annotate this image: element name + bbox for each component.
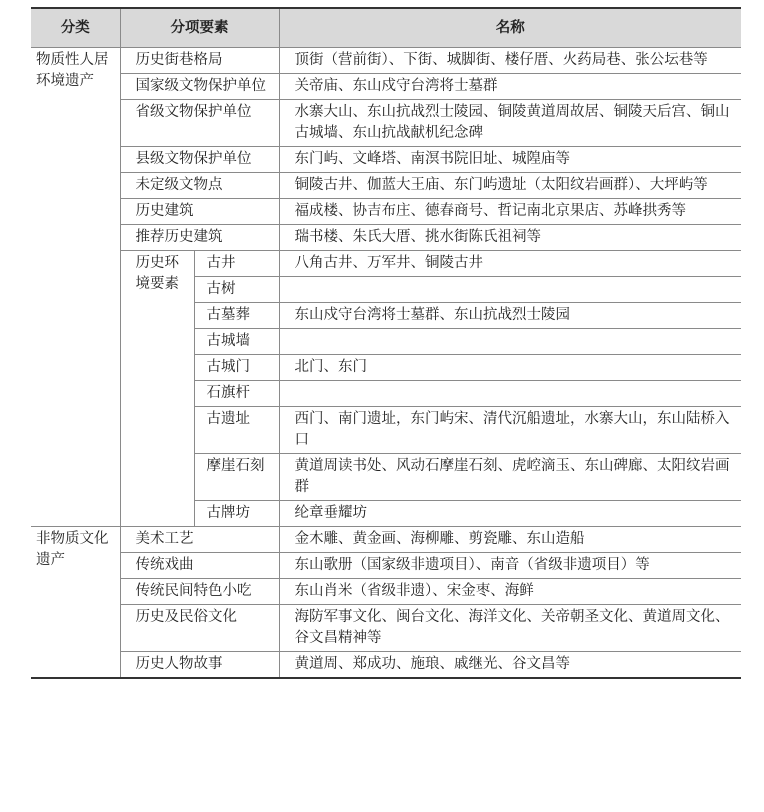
sub-element: 传统民间特色小吃: [120, 579, 279, 605]
sub-element: 美术工艺: [120, 527, 279, 553]
names-cell: 福成楼、协吉布庄、德春商号、哲记南北京果店、苏峰拱秀等: [279, 199, 741, 225]
names-cell: 东山戍守台湾将士墓群、东山抗战烈士陵园: [279, 303, 741, 329]
table-row: [31, 225, 741, 251]
names-cell: [279, 329, 741, 355]
table-row: [31, 579, 741, 605]
category-material: 物质性人居环境遗产: [31, 48, 120, 527]
names-cell: 东山肖米（省级非遗）、宋金枣、海鲜: [279, 579, 741, 605]
table-row: [31, 100, 741, 147]
env-sub-element: 古城门: [194, 355, 279, 381]
header-category: 分类: [31, 8, 120, 48]
names-cell: 水寨大山、东山抗战烈士陵园、铜陵黄道周故居、铜陵天后宫、铜山古城墙、东山抗战献机纪念碑: [279, 100, 741, 147]
names-cell: 八角古井、万军井、铜陵古井: [279, 251, 741, 277]
env-sub-element: 古牌坊: [194, 501, 279, 527]
names-cell: 西门、南门遗址，东门屿宋、清代沉船遗址，水寨大山，东山陆桥入口: [279, 407, 741, 454]
header-name: 名称: [279, 8, 741, 48]
names-cell: 顶街（营前街）、下街、城脚街、楼仔厝、火药局巷、张公坛巷等: [279, 48, 741, 74]
names-cell: 纶章垂耀坊: [279, 501, 741, 527]
table-row: [31, 199, 741, 225]
sub-element: 历史建筑: [120, 199, 279, 225]
names-cell: 金木雕、黄金画、海柳雕、剪瓷雕、东山造船: [279, 527, 741, 553]
sub-element: 推荐历史建筑: [120, 225, 279, 251]
names-cell: 东门屿、文峰塔、南溟书院旧址、城隍庙等: [279, 147, 741, 173]
sub-element: 历史及民俗文化: [120, 605, 279, 652]
names-cell: 关帝庙、东山戍守台湾将士墓群: [279, 74, 741, 100]
env-sub-element: 古墓葬: [194, 303, 279, 329]
env-sub-element: 古遗址: [194, 407, 279, 454]
header-sub-element: 分项要素: [120, 8, 279, 48]
table-row: [31, 553, 741, 579]
env-sub-element: 古井: [194, 251, 279, 277]
sub-element: 县级文物保护单位: [120, 147, 279, 173]
table-row: [31, 74, 741, 100]
table-row: [31, 652, 741, 679]
names-cell: 北门、东门: [279, 355, 741, 381]
env-sub-element: 古树: [194, 277, 279, 303]
table-row: [31, 251, 741, 277]
table-row: [31, 605, 741, 652]
env-sub-element: 古城墙: [194, 329, 279, 355]
env-elements-label: 历史环境要素: [120, 251, 194, 527]
sub-element: 未定级文物点: [120, 173, 279, 199]
table-row: [31, 147, 741, 173]
sub-element: 传统戏曲: [120, 553, 279, 579]
sub-element: 历史街巷格局: [120, 48, 279, 74]
category-intangible: 非物质文化遗产: [31, 527, 120, 679]
table-row: [31, 48, 741, 74]
sub-element: 历史人物故事: [120, 652, 279, 679]
names-cell: 东山歌册（国家级非遗项目）、南音（省级非遗项目）等: [279, 553, 741, 579]
names-cell: 铜陵古井、伽蓝大王庙、东门屿遗址（太阳纹岩画群）、大坪屿等: [279, 173, 741, 199]
sub-element: 国家级文物保护单位: [120, 74, 279, 100]
table-row: [31, 527, 741, 553]
names-cell: 黄道周读书处、风动石摩崖石刻、虎崆滴玉、东山碑廊、太阳纹岩画群: [279, 454, 741, 501]
names-cell: 瑞书楼、朱氏大厝、挑水街陈氏祖祠等: [279, 225, 741, 251]
env-sub-element: 石旗杆: [194, 381, 279, 407]
names-cell: [279, 277, 741, 303]
names-cell: [279, 381, 741, 407]
heritage-table: [31, 7, 741, 679]
names-cell: 海防军事文化、闽台文化、海洋文化、关帝朝圣文化、黄道周文化、谷文昌精神等: [279, 605, 741, 652]
names-cell: 黄道周、郑成功、施琅、戚继光、谷文昌等: [279, 652, 741, 679]
table-header-row: [31, 8, 741, 48]
sub-element: 省级文物保护单位: [120, 100, 279, 147]
table-row: [31, 173, 741, 199]
env-sub-element: 摩崖石刻: [194, 454, 279, 501]
